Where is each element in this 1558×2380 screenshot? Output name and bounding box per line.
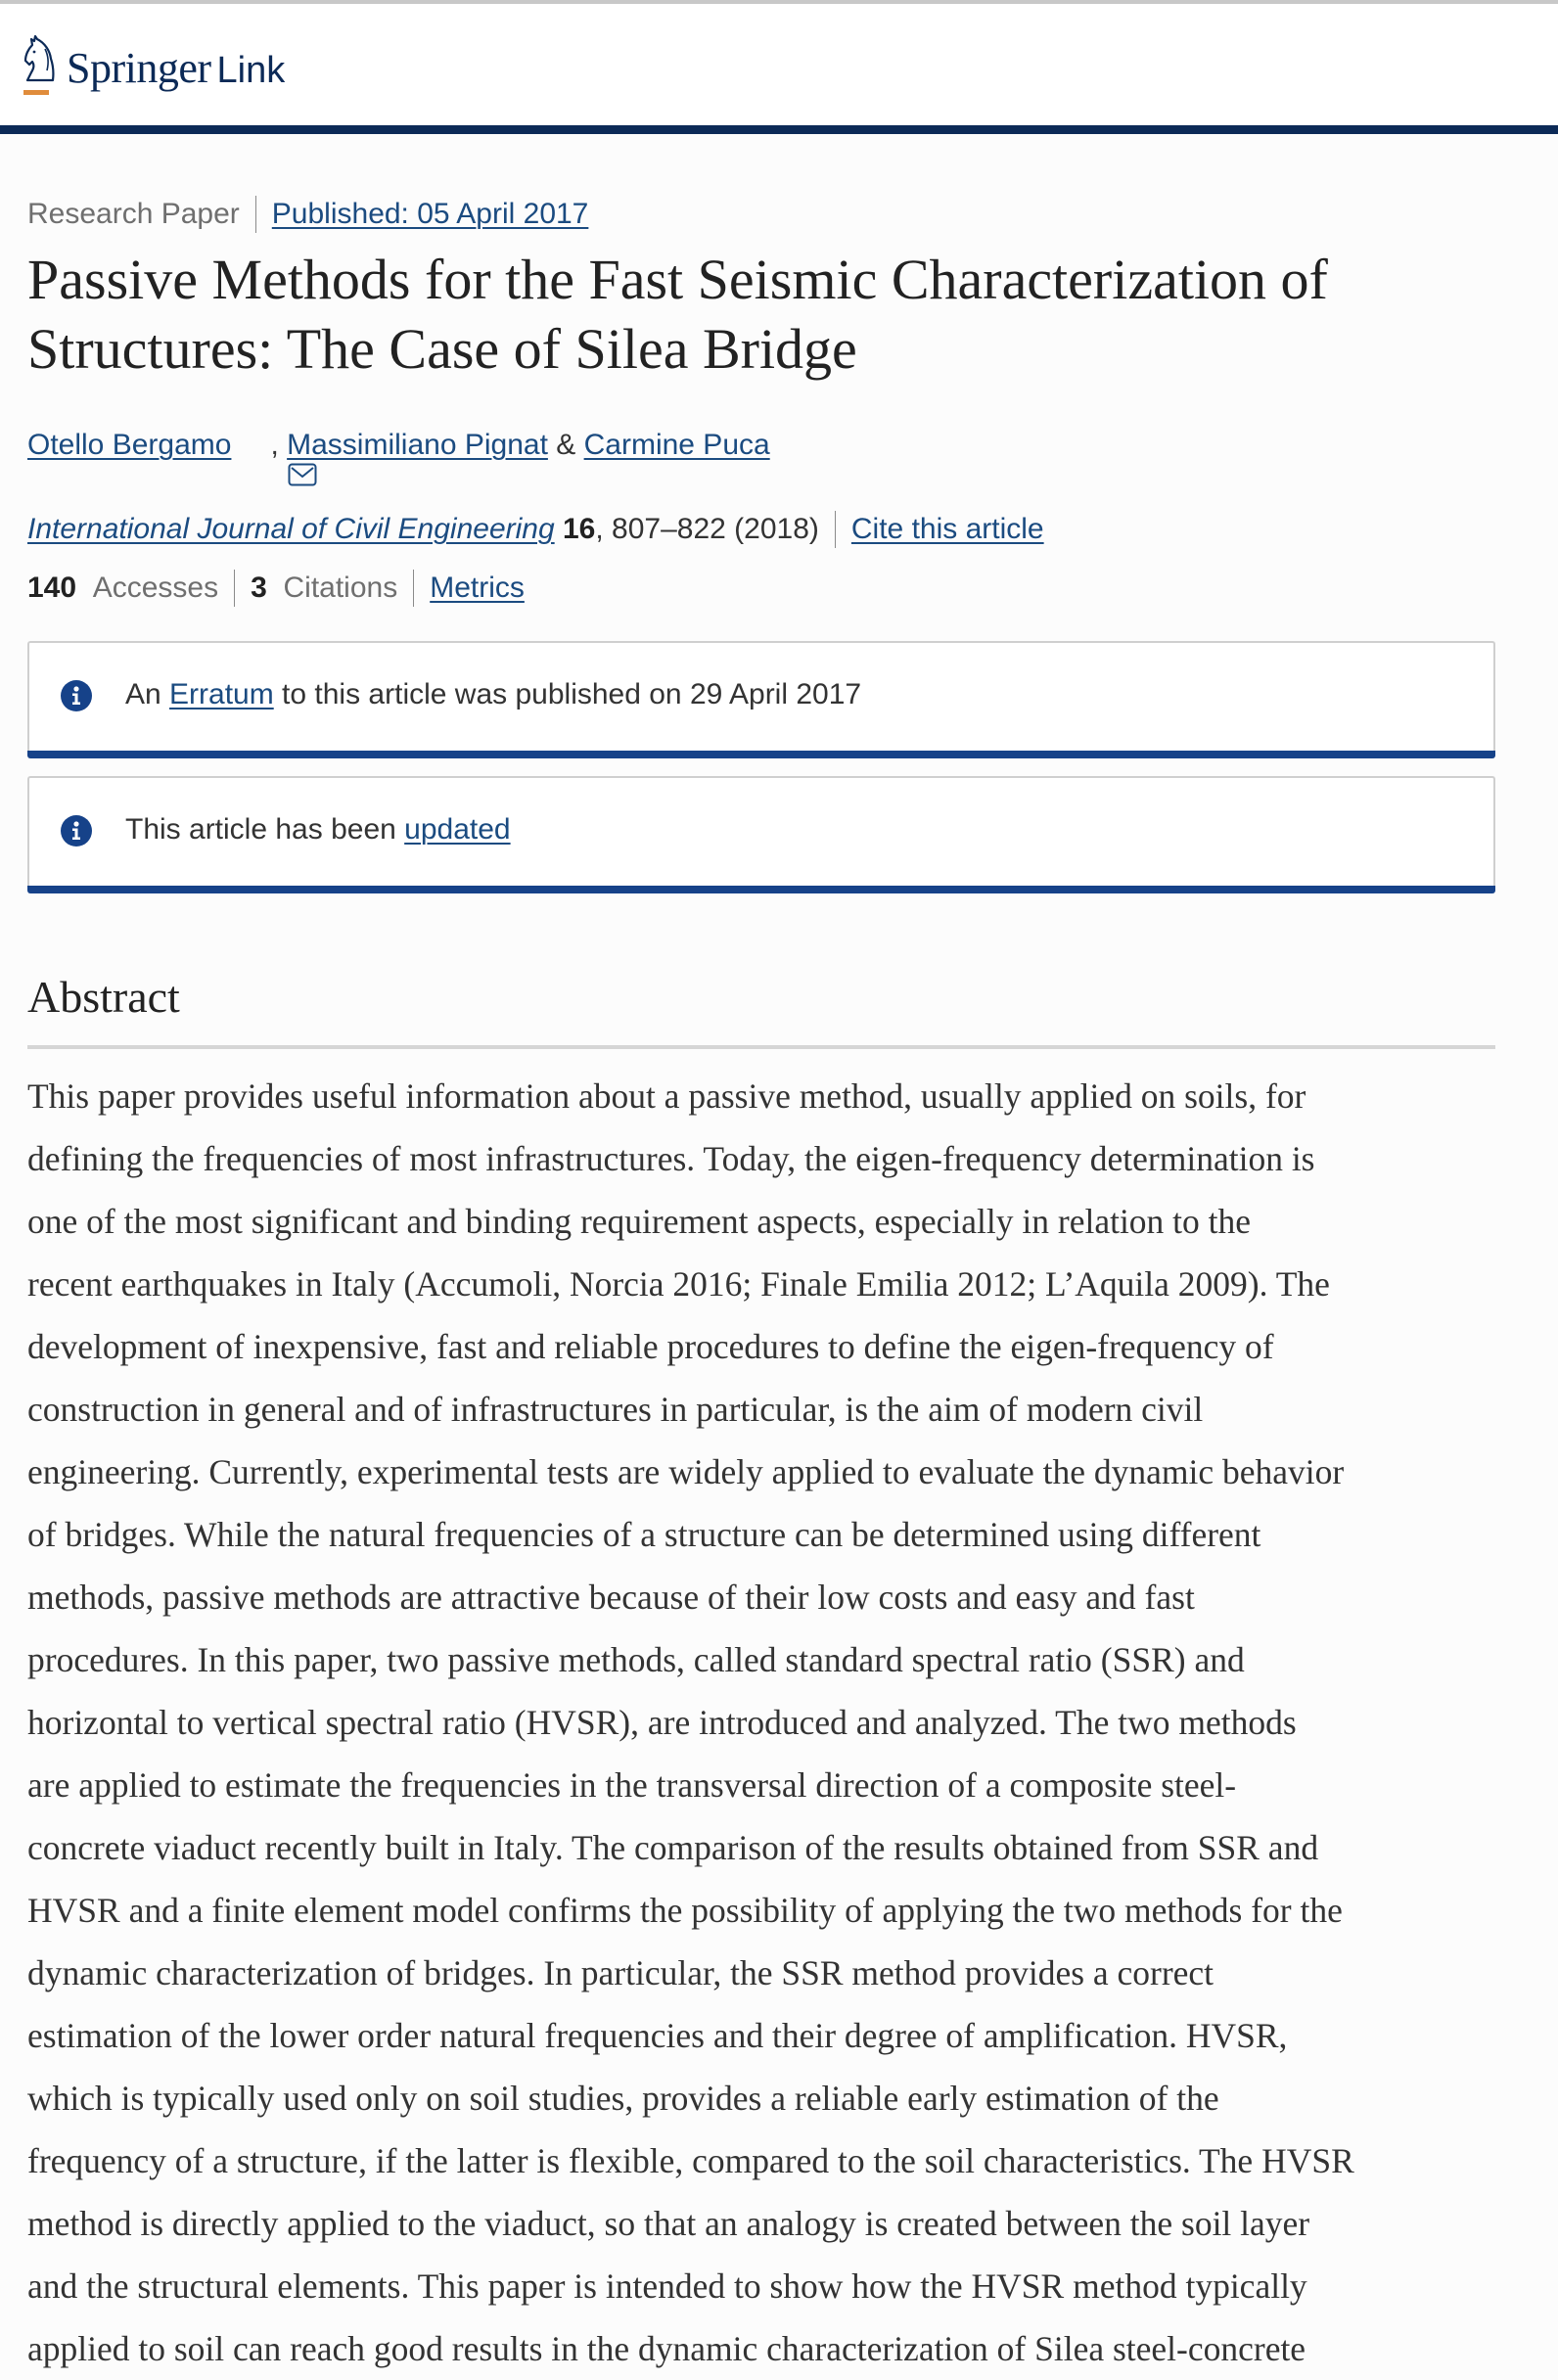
author-list [27,429,770,462]
updated-link[interactable]: updated [404,813,511,846]
abstract-heading: Abstract [27,972,180,1022]
divider [413,570,414,607]
journal-volume: 16 [563,513,596,545]
abstract-line: applied to soil can reach good results in the dynamic characterization of Silea steel-concrete [27,2329,1306,2368]
abstract-line: development of inexpensive, fast and reliable procedures to define the eigen-frequency of [27,1327,1274,1366]
abstract-line: engineering. Currently, experimental tests are widely applied to evaluate the dynamic behavior [27,1452,1345,1491]
abstract-line: concrete viaduct recently built in Italy. The comparison of the results obtained from SSR and [27,1828,1319,1867]
abstract-line: defining the frequencies of most infrastructures. Today, the eigen-frequency determination is [27,1139,1315,1178]
info-icon [61,815,92,847]
info-icon [61,680,92,711]
journal-pages-year: , 807–822 (2018) [595,513,819,545]
logo-accent-bar [23,90,49,95]
divider [835,511,836,548]
abstract-line: construction in general and of infrastructures in particular, is the aim of modern civil [27,1390,1204,1429]
abstract-divider [27,1045,1495,1049]
abstract-line: one of the most significant and binding requirement aspects, especially in relation to the [27,1202,1252,1241]
accesses-label: Accesses [92,572,219,604]
citations-label: Citations [283,572,398,604]
article-meta [27,196,588,233]
article-title [27,245,1495,384]
abstract-body [27,1065,1505,2380]
divider [234,570,235,607]
updated-notice [27,776,1495,886]
author-separator: , [270,429,279,461]
abstract-line: methods, passive methods are attractive because of their low costs and easy and fast [27,1578,1195,1617]
journal-link[interactable]: International Journal of Civil Engineering [27,513,555,545]
author-link-massimiliano-pignat[interactable]: Massimiliano Pignat [287,429,548,461]
abstract-line: recent earthquakes in Italy (Accumoli, Norcia 2016; Finale Emilia 2012; L’Aquila 2009). The [27,1264,1330,1304]
abstract-line: This paper provides useful information about a passive method, usually applied on soils, for [27,1076,1306,1116]
divider [255,196,256,233]
notice-text: This article has been updated [125,813,511,846]
abstract-line: HVSR and a finite element model confirms the possibility of applying the two methods for the [27,1891,1343,1930]
abstract-line: and the structural elements. This paper is intended to show how the HVSR method typically [27,2266,1307,2306]
author-link-otello-bergamo[interactable]: Otello Bergamo [27,429,232,461]
springerlink-logo[interactable] [23,35,285,98]
notice-accent-bar [27,751,1495,758]
springer-horse-icon [23,35,57,98]
journal-citation [27,511,1044,548]
abstract-line: dynamic characterization of bridges. In particular, the SSR method provides a correct [27,1953,1214,1992]
citations-count: 3 [251,572,267,604]
abstract-line: frequency of a structure, if the latter is flexible, compared to the soil characteristics. The HVSR [27,2141,1354,2180]
author-link-carmine-puca[interactable]: Carmine Puca [583,429,770,461]
article-metrics [27,570,525,607]
abstract-line: method is directly applied to the viaduct, so that an analogy is created between the soil layer [27,2204,1310,2243]
erratum-notice [27,641,1495,751]
logo-brand-text: Springer [67,44,211,92]
published-date-link[interactable]: Published: 05 April 2017 [271,198,589,230]
metrics-link[interactable]: Metrics [430,572,525,604]
cite-article-link[interactable]: Cite this article [850,513,1044,545]
article-title-line: Structures: The Case of Silea Bridge [27,317,857,381]
email-icon[interactable] [239,428,268,451]
article-title-line: Passive Methods for the Fast Seismic Characterization of [27,248,1328,311]
erratum-link[interactable]: Erratum [169,678,274,710]
abstract-line: horizontal to vertical spectral ratio (HVSR), are introduced and analyzed. The two methods [27,1703,1297,1742]
accesses-count: 140 [27,572,77,604]
abstract-line: procedures. In this paper, two passive methods, called standard spectral ratio (SSR) and [27,1640,1245,1679]
notice-accent-bar [27,886,1495,893]
site-header [0,4,1558,134]
article-type: Research Paper [27,198,240,230]
notice-text: An Erratum to this article was published on 29 April 2017 [125,678,862,710]
abstract-line: of bridges. While the natural frequencies of a structure can be determined using different [27,1515,1261,1554]
logo-product-text: Link [216,50,286,91]
abstract-line: are applied to estimate the frequencies in the transversal direction of a composite steel- [27,1765,1237,1805]
abstract-line: which is typically used only on soil studies, provides a reliable early estimation of the [27,2079,1219,2118]
abstract-line: estimation of the lower order natural frequencies and their degree of amplification. HVSR, [27,2016,1288,2055]
author-separator: & [556,429,576,461]
